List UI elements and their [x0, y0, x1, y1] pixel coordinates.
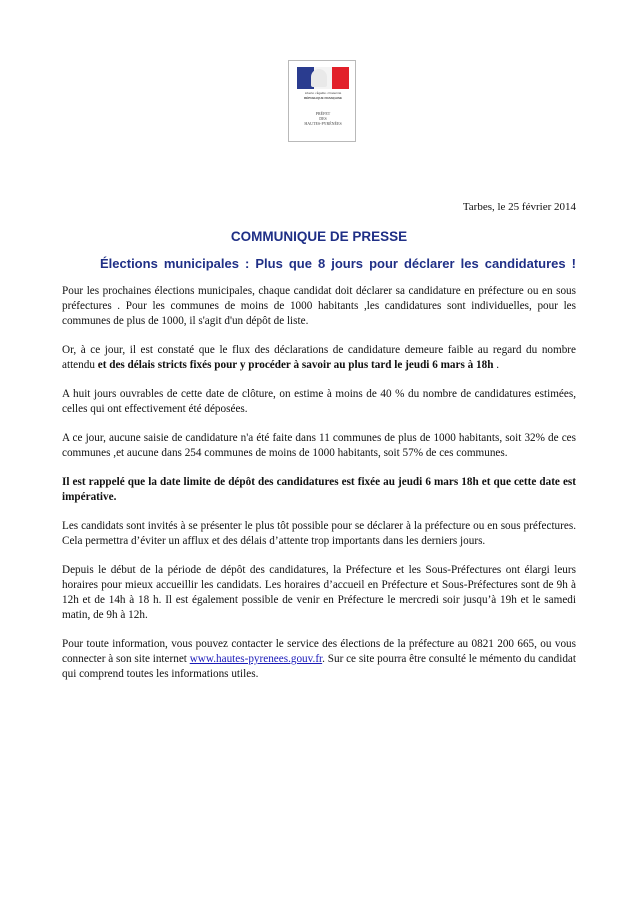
paragraph-5: Il est rappelé que la date limite de dépôt des candidatures est fixée au jeudi 6 mars 18h et que cette date est impérative.	[62, 476, 576, 503]
page-subtitle: Élections municipales : Plus que 8 jours pour déclarer les candidatures !	[100, 256, 576, 271]
prefecture-logo	[288, 60, 356, 142]
press-release-body	[62, 284, 576, 696]
logo-republic: RÉPUBLIQUE FRANÇAISE	[303, 96, 342, 100]
paragraph-1: Pour les prochaines élections municipales, chaque candidat doit déclarer sa candidature en préfecture ou en sous préfectures . Pour les communes de moins de 1000 habitants ,les candidatures sont individuelles, pour les communes de plus de 1000, il s'agit d'un dépôt de liste.	[62, 285, 576, 327]
paragraph-7: Depuis le début de la période de dépôt des candidatures, la Préfecture et les Sous-Préfectures ont élargi leurs horaires pour mieux accueillir les candidats. Les horaires d’accueil en Préfecture et Sous-Préfectures sont de 9h à 12h et de 14h à 18 h. Il est également possible de venir en Préfecture le mercredi soir jusqu’à 19h et le samedi matin, de 9h à 12h.	[62, 564, 576, 621]
document-date: Tarbes, le 25 février 2014	[462, 201, 576, 213]
logo-prefet: PRÉFET DES HAUTES-PYRÉNÉES	[304, 111, 342, 126]
paragraph-4: A ce jour, aucune saisie de candidature n'a été faite dans 11 communes de plus de 1000 habitants, soit 32% de ces communes ,et aucune dans 254 communes de moins de 1000 habitants, soit 57% de ces communes.	[62, 432, 576, 459]
logo-motto: Liberté • Égalité • Fraternité	[304, 91, 342, 95]
page-title: COMMUNIQUE DE PRESSE	[230, 229, 408, 244]
deadline-emphasis: et des délais stricts fixés pour y procéder à savoir au plus tard le jeudi 6 mars à 18h	[97, 359, 494, 371]
paragraph-2: Or, à ce jour, il est constaté que le flux des déclarations de candidature demeure faible au regard du nombre attendu et des délais stricts fixés pour y procéder à savoir au plus tard le jeudi 6 mars à 18h .	[62, 344, 576, 371]
paragraph-6: Les candidats sont invités à se présenter le plus tôt possible pour se déclarer à la préfecture ou en sous préfectures. Cela permettra d’éviter un afflux et des délais d’attente trop importants dans les derniers jours.	[62, 520, 576, 547]
paragraph-8: Pour toute information, vous pouvez contacter le service des élections de la préfecture au 0821 200 665, ou vous connecter à son site internet www.hautes-pyrenees.gouv.fr. Sur ce site pourra être consulté le mémento du candidat qui comprend toutes les informations utiles.	[62, 638, 576, 680]
website-link[interactable]: www.hautes-pyrenees.gouv.fr	[189, 653, 323, 665]
marianne-icon	[311, 69, 327, 87]
paragraph-3: A huit jours ouvrables de cette date de clôture, on estime à moins de 40 % du nombre de candidatures estimées, celles qui ont effectivement été déposées.	[62, 388, 576, 415]
